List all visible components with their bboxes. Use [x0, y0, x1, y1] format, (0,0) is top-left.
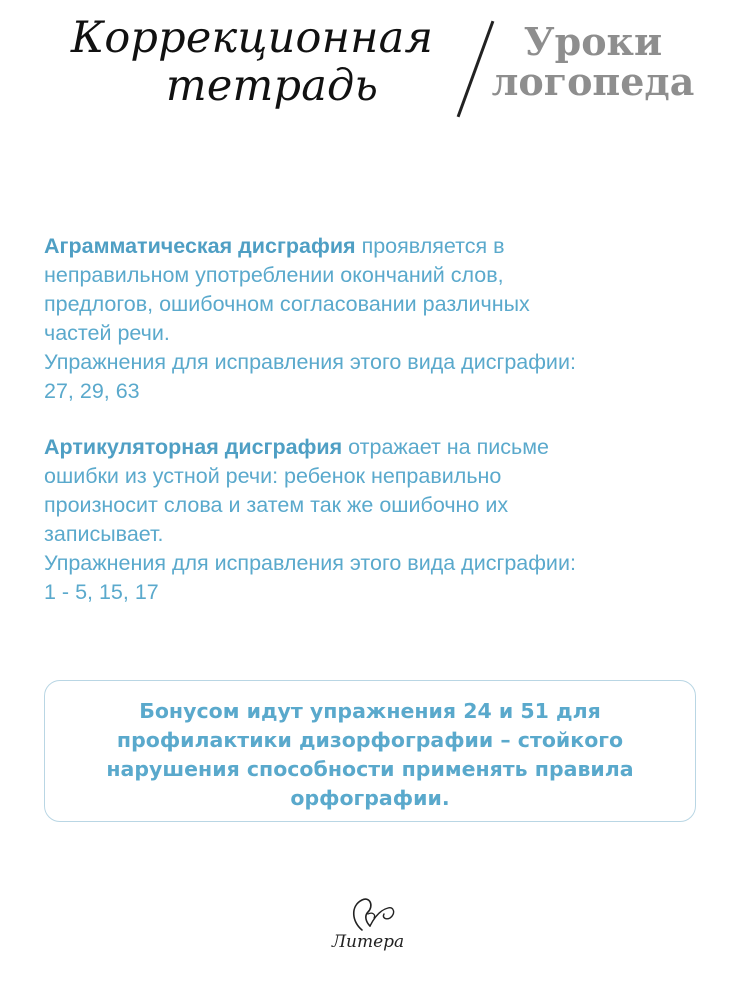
- paragraph-line: неправильном употреблении окончаний слов,: [44, 263, 504, 287]
- paragraph-line: [44, 433, 706, 462]
- exercises-line: Упражнения для исправления этого вида дисграфии:: [44, 350, 576, 374]
- paragraph-line: ошибки из устной речи: ребенок неправильно: [44, 464, 502, 488]
- paragraph-line: [44, 232, 706, 261]
- paragraph-line: записывает.: [44, 522, 164, 546]
- bonus-line: профилактики дизорфографии – стойкого: [116, 728, 624, 752]
- exercise-numbers: 27, 29, 63: [44, 379, 140, 403]
- title-line-2: тетрадь: [165, 61, 379, 111]
- bonus-callout-box: [44, 680, 696, 822]
- series-line-2: логопеда: [491, 59, 695, 104]
- exercise-numbers: 1 - 5, 15, 17: [44, 580, 159, 604]
- paragraph-text: отражает на письме: [342, 435, 549, 459]
- paragraph-text: проявляется в: [355, 234, 505, 258]
- exercises-line: Упражнения для исправления этого вида дисграфии:: [44, 551, 576, 575]
- paragraph-line: частей речи.: [44, 321, 170, 345]
- agrammatic-dysgraphia-paragraph: [44, 232, 706, 406]
- paragraph-line: предлогов, ошибочном согласовании различных: [44, 292, 530, 316]
- bonus-line: орфографии.: [290, 786, 450, 810]
- publisher-logo: [322, 892, 414, 964]
- notebook-title: [42, 14, 462, 110]
- bonus-line: Бонусом идут упражнения 24 и 51 для: [139, 699, 601, 723]
- bonus-line: нарушения способности применять правила: [106, 757, 634, 781]
- articulatory-dysgraphia-paragraph: [44, 433, 706, 607]
- paragraph-line: произносит слова и затем так же ошибочно их: [44, 493, 509, 517]
- series-line-1: Уроки: [523, 19, 663, 64]
- series-title: [488, 19, 698, 104]
- title-line-1: Коррекционная: [70, 13, 434, 63]
- term-articulatory: Артикуляторная дисграфия: [44, 435, 343, 459]
- publisher-name: Литера: [331, 932, 405, 952]
- bonus-text: [45, 697, 695, 813]
- term-agrammatic: Аграмматическая дисграфия: [44, 234, 356, 258]
